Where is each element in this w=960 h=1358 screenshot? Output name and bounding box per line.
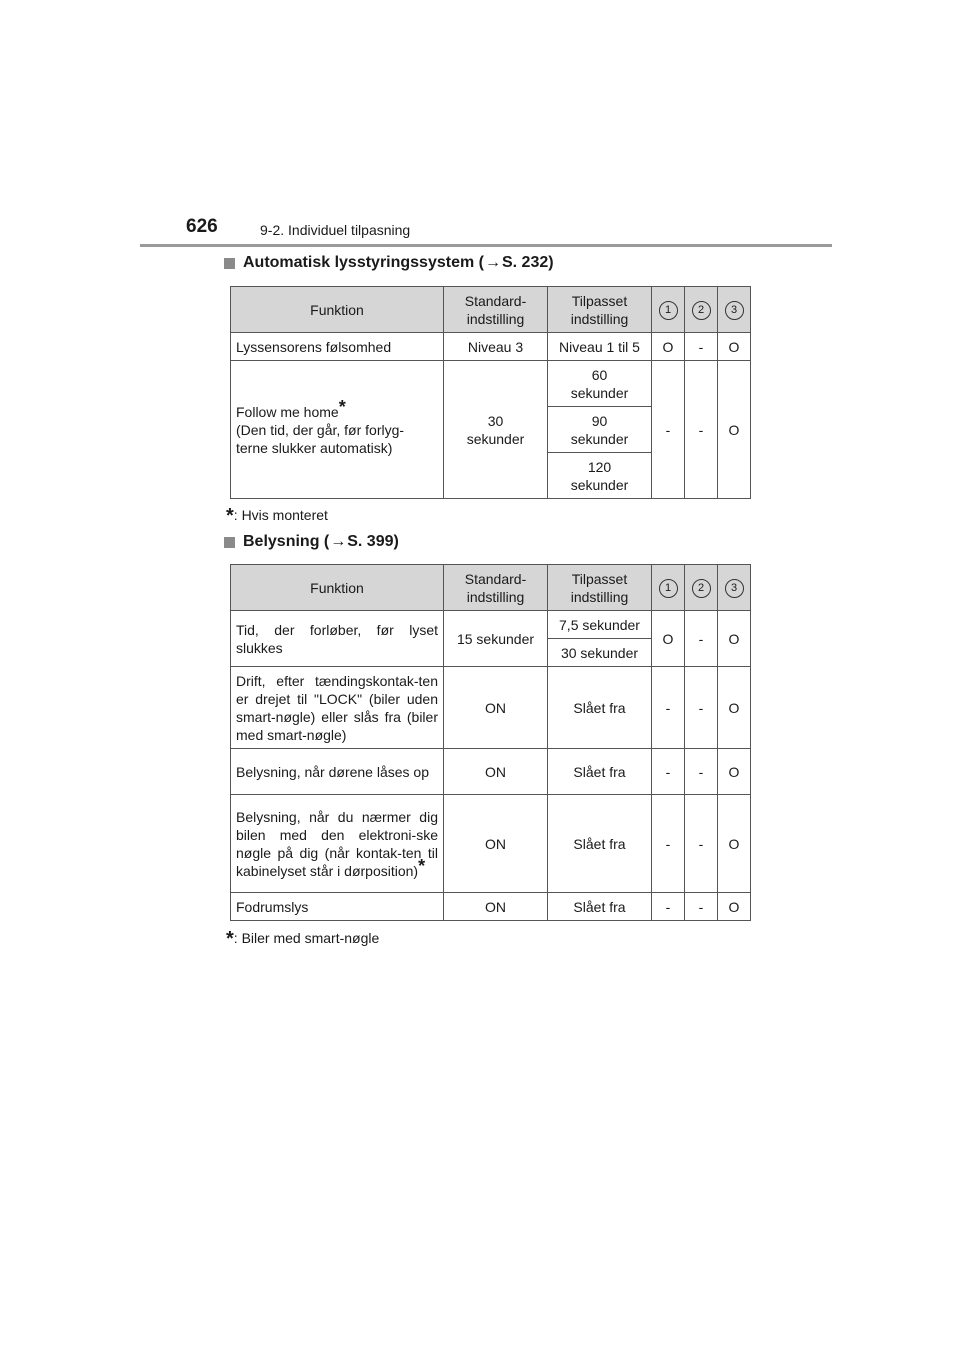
col-tilpasset: Tilpasset indstilling — [548, 565, 652, 611]
table-header-row — [231, 565, 751, 611]
cell-c1: - — [652, 749, 685, 795]
footnote-star: * — [226, 505, 234, 527]
cell-c2: - — [685, 361, 718, 499]
cell-option: 90 sekunder — [548, 407, 652, 453]
cell-c1: - — [652, 893, 685, 921]
cell-standard: ON — [444, 893, 548, 921]
cell-tilpasset: Slået fra — [548, 749, 652, 795]
cell-c2: - — [685, 611, 718, 667]
cell-standard: ON — [444, 749, 548, 795]
section-heading-lysstyring — [224, 254, 554, 272]
col-2-circle-icon: 2 — [692, 301, 711, 320]
cell-option: 60 sekunder — [548, 361, 652, 407]
cell-c3: O — [718, 611, 751, 667]
cell-c2: - — [685, 333, 718, 361]
cell-funktion: Tid, der forløber, før lyset slukkes — [231, 611, 444, 667]
cell-c2: - — [685, 795, 718, 893]
col-standard: Standard- indstilling — [444, 565, 548, 611]
cell-funktion — [231, 795, 444, 893]
cell-c3: O — [718, 795, 751, 893]
col-1-circle-icon: 1 — [659, 301, 678, 320]
cell-standard: ON — [444, 795, 548, 893]
page-number: 626 — [186, 216, 218, 237]
cell-c3: O — [718, 333, 751, 361]
cell-c1: O — [652, 611, 685, 667]
cell-funktion: Fodrumslys — [231, 893, 444, 921]
heading-text-pre: Automatisk lysstyringssystem ( — [243, 254, 484, 271]
footnote-text: : Biler med smart-nøgle — [233, 930, 380, 946]
cell-standard: 30 sekunder — [444, 361, 548, 499]
footnote-text: : Hvis monteret — [233, 507, 328, 523]
table-row — [231, 333, 751, 361]
heading-square-icon — [224, 537, 235, 548]
cell-tilpasset: Slået fra — [548, 795, 652, 893]
col-3-circle-icon: 3 — [725, 579, 744, 598]
footnote-star: * — [338, 396, 346, 417]
cell-tilpasset: Slået fra — [548, 667, 652, 749]
col-3-circle-icon: 3 — [725, 301, 744, 320]
table-row — [231, 795, 751, 893]
col-2-circle-icon: 2 — [692, 579, 711, 598]
cell-c1: - — [652, 795, 685, 893]
funktion-name: Follow me home — [236, 403, 339, 420]
table-row — [231, 667, 751, 749]
cell-option: 7,5 sekunder — [548, 611, 652, 639]
section-heading-belysning — [224, 533, 399, 551]
heading-text-post: S. 232) — [501, 254, 554, 271]
table-row — [231, 361, 751, 407]
cell-tilpasset: Niveau 1 til 5 — [548, 333, 652, 361]
heading-text-pre: Belysning ( — [243, 533, 330, 550]
footnote-star: * — [418, 855, 426, 876]
cell-c3: O — [718, 893, 751, 921]
cell-funktion: Belysning, når dørene låses op — [231, 749, 444, 795]
cell-funktion: Drift, efter tændingskontak-ten er drejet til "LOCK" (biler uden smart-nøgle) eller slås fra (biler med smart-nøgle) — [231, 667, 444, 749]
cell-c2: - — [685, 893, 718, 921]
cell-standard: 15 sekunder — [444, 611, 548, 667]
cell-c3: O — [718, 749, 751, 795]
col-standard: Standard- indstilling — [444, 287, 548, 333]
chapter-title: 9-2. Individuel tilpasning — [260, 222, 411, 238]
cell-c1: - — [652, 361, 685, 499]
funktion-desc: (Den tid, der går, før forlyg- terne slukker automatisk) — [236, 421, 405, 456]
funktion-text: Belysning, når du nærmer dig bilen med den elektroni-ske nøgle på dig (når kontak-ten til kabinelyset står i dørposition) — [236, 808, 438, 879]
cell-standard: Niveau 3 — [444, 333, 548, 361]
footnote-monteret — [226, 505, 328, 528]
cell-c1: O — [652, 333, 685, 361]
cell-c2: - — [685, 667, 718, 749]
col-funktion: Funktion — [231, 287, 444, 333]
cell-c1: - — [652, 667, 685, 749]
cell-funktion: Lyssensorens følsomhed — [231, 333, 444, 361]
cell-c3: O — [718, 361, 751, 499]
heading-text-post: S. 399) — [347, 533, 399, 550]
table-row — [231, 749, 751, 795]
page-arrow-icon: → — [484, 254, 501, 271]
cell-option: 120 sekunder — [548, 453, 652, 499]
footnote-smart-noegle — [226, 928, 379, 951]
cell-standard: ON — [444, 667, 548, 749]
col-funktion: Funktion — [231, 565, 444, 611]
footnote-star: * — [226, 928, 234, 950]
col-1-circle-icon: 1 — [659, 579, 678, 598]
cell-option: 30 sekunder — [548, 639, 652, 667]
heading-square-icon — [224, 258, 235, 269]
cell-tilpasset: Slået fra — [548, 893, 652, 921]
table-row — [231, 893, 751, 921]
table-row — [231, 611, 751, 639]
header-rule — [140, 244, 832, 247]
lysstyring-table — [230, 286, 751, 499]
cell-c3: O — [718, 667, 751, 749]
col-tilpasset: Tilpasset indstilling — [548, 287, 652, 333]
page-arrow-icon: → — [330, 533, 347, 550]
cell-c2: - — [685, 749, 718, 795]
belysning-table — [230, 564, 751, 921]
table-header-row — [231, 287, 751, 333]
cell-funktion — [231, 361, 444, 499]
